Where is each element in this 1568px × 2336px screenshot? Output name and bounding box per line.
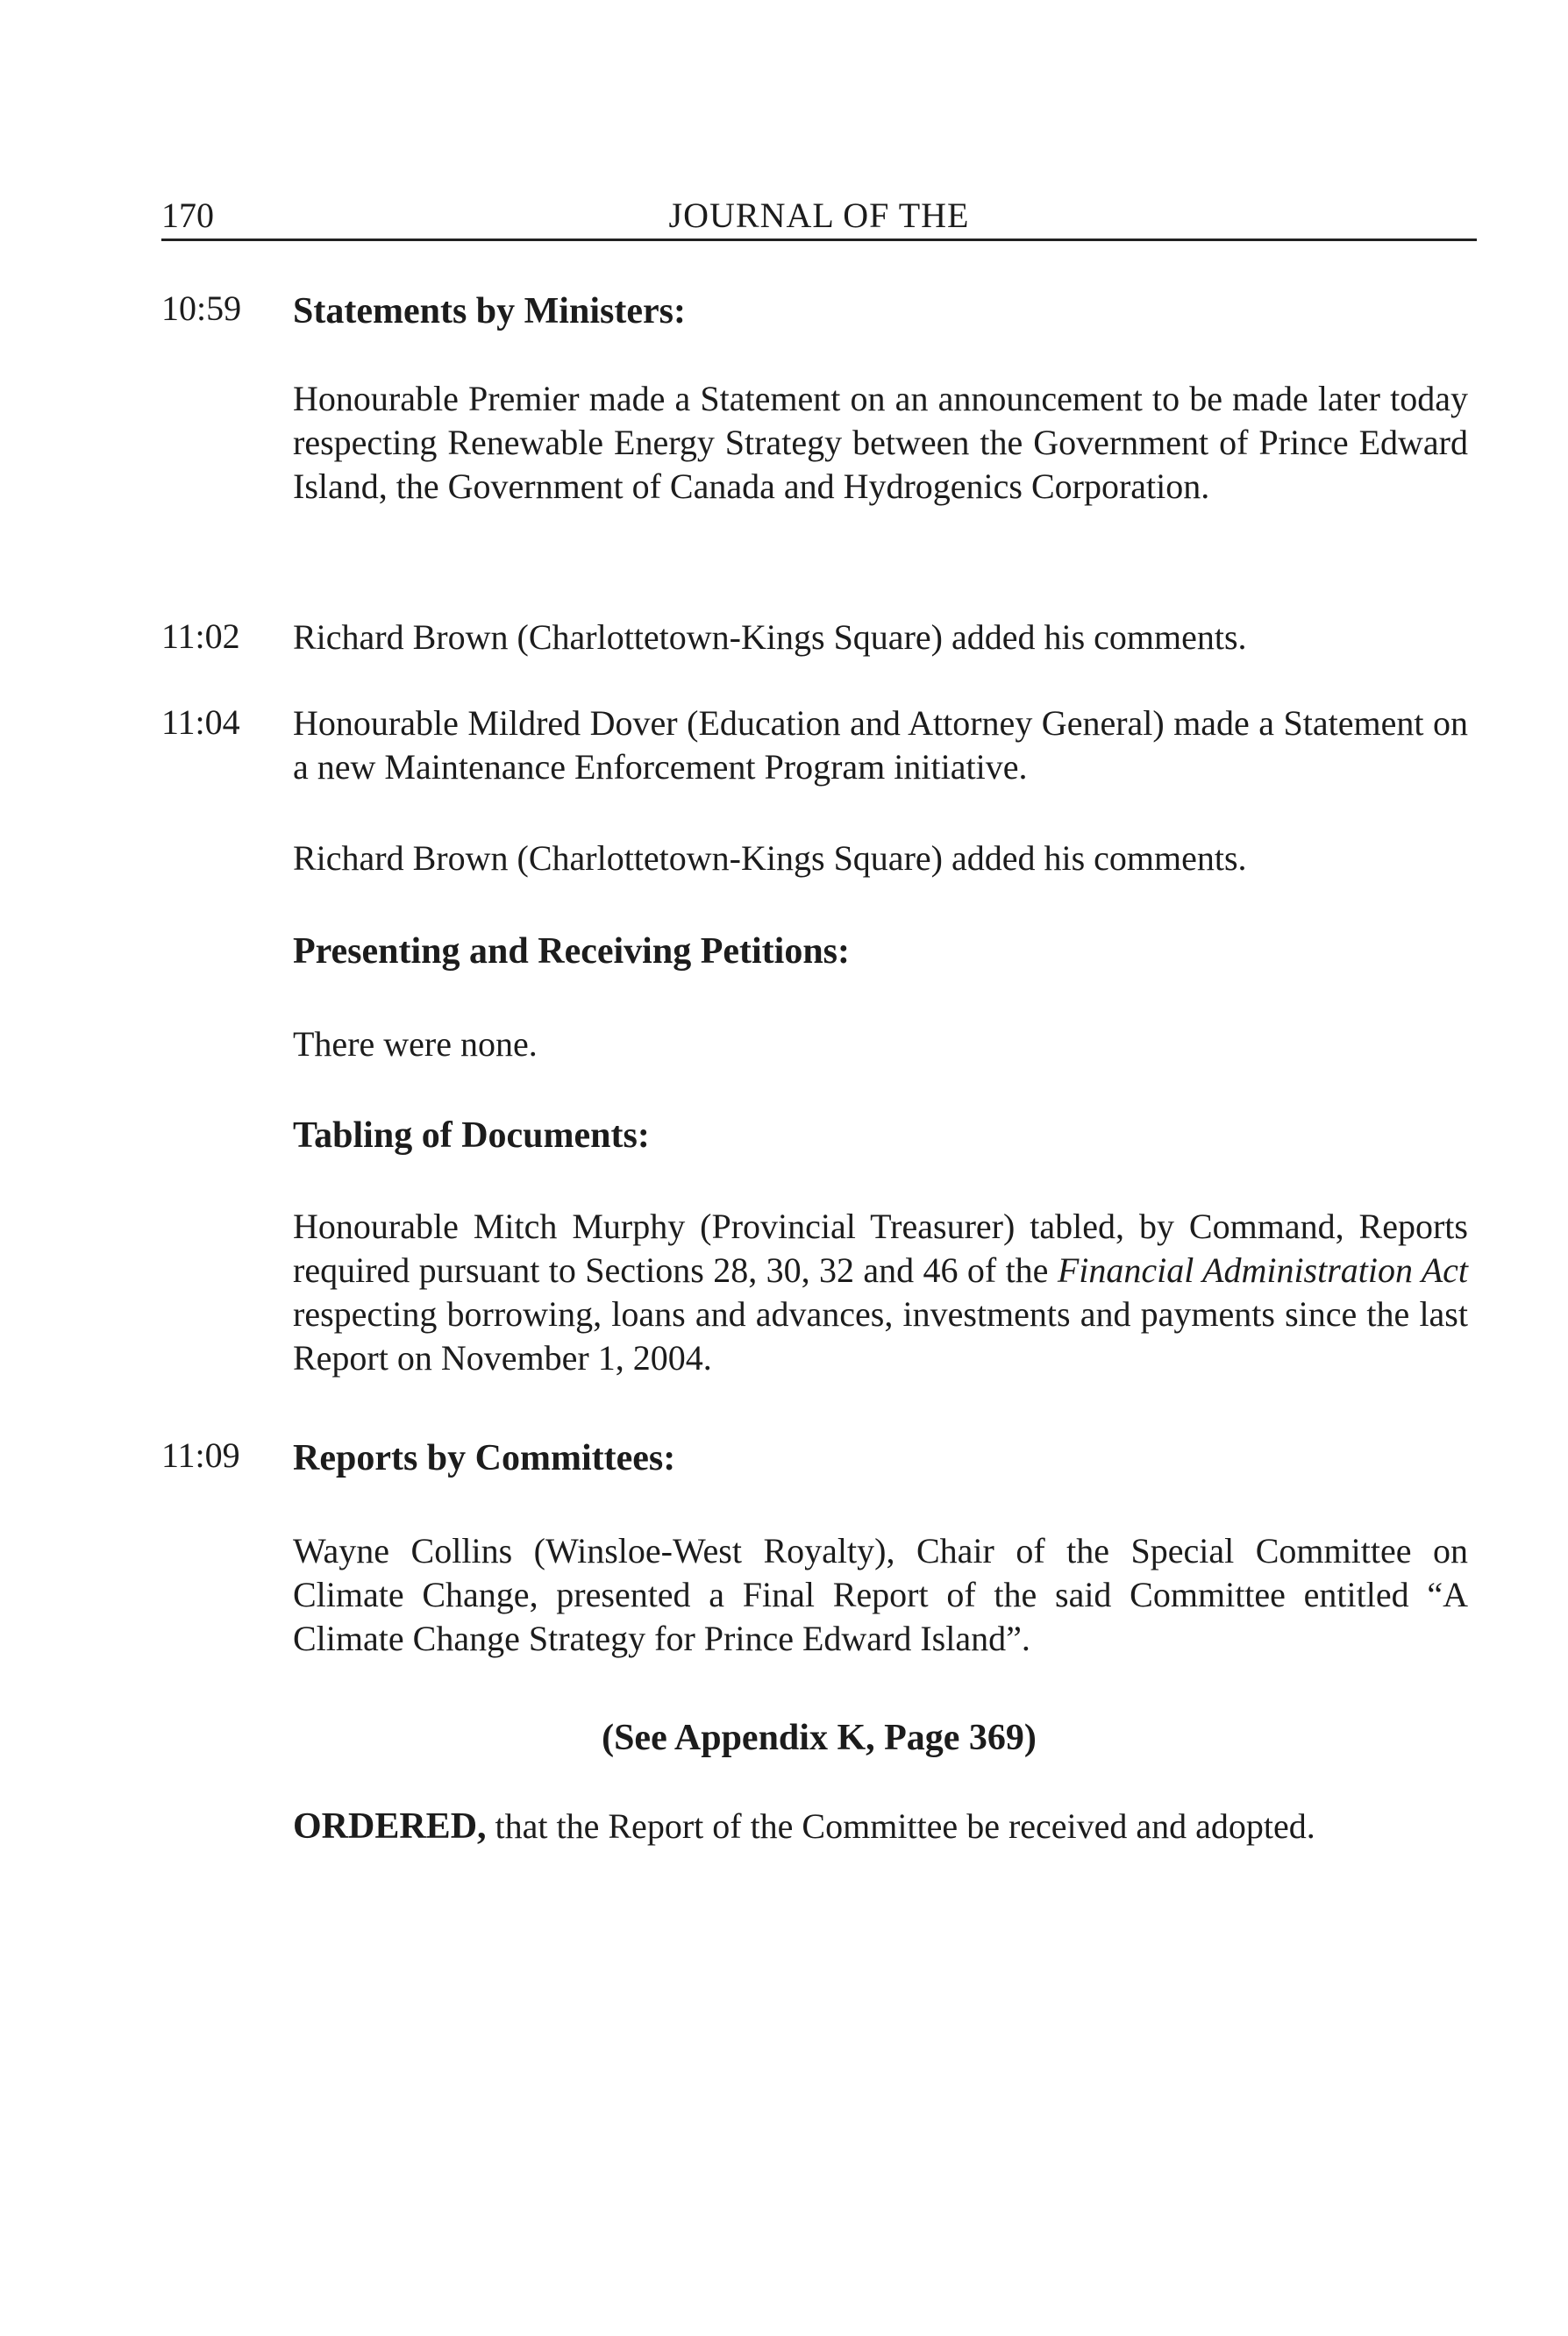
- act-title: Financial Administration Act: [1057, 1250, 1468, 1290]
- entry-time: 11:04: [161, 702, 240, 742]
- ordered-label: ORDERED,: [293, 1806, 487, 1847]
- entry-text: [293, 1205, 1468, 1380]
- page-header: [161, 195, 1477, 241]
- text-after: respecting borrowing, loans and advances, investments and payments since the last Report on November 1, 2004.: [293, 1294, 1468, 1378]
- ordered-resolution: [293, 1805, 1468, 1848]
- section-heading: Presenting and Receiving Petitions:: [293, 931, 851, 972]
- section-heading: Statements by Ministers:: [293, 291, 686, 331]
- section-heading: Reports by Committees:: [293, 1438, 676, 1478]
- entry-text: There were none.: [293, 1024, 538, 1064]
- entry-time: 10:59: [161, 288, 242, 328]
- page-number: 170: [161, 196, 214, 235]
- entry-text: Richard Brown (Charlottetown-Kings Square) added his comments.: [293, 617, 1247, 657]
- entry-text: Honourable Premier made a Statement on an announcement to be made later today respecting Renewable Energy Strategy between the Government of Prince Edward Island, the Government of Canada and Hydrogenics Corporation.: [293, 379, 1468, 506]
- ordered-text: that the Report of the Committee be received and adopted.: [486, 1806, 1315, 1846]
- entry-time: 11:02: [161, 616, 240, 656]
- entry-time: 11:09: [161, 1435, 240, 1475]
- appendix-reference: (See Appendix K, Page 369): [602, 1718, 1037, 1758]
- entry-text: Wayne Collins (Winsloe-West Royalty), Chair of the Special Committee on Climate Change, presented a Final Report of the said Committee entitled “A Climate Change Strategy for Prince Edward Island”.: [293, 1531, 1468, 1658]
- entry-text: Richard Brown (Charlottetown-Kings Square) added his comments.: [293, 838, 1247, 878]
- entry-text: Honourable Mildred Dover (Education and Attorney General) made a Statement on a new Maintenance Enforcement Program initiative.: [293, 703, 1468, 787]
- section-heading: Tabling of Documents:: [293, 1115, 650, 1156]
- running-title: JOURNAL OF THE: [668, 196, 970, 235]
- text-before: Honourable Mitch Murphy (Provincial Treasurer) tabled, by Command, Reports required pursuant to Sections 28, 30, 32 and 46 of the: [293, 1207, 1468, 1290]
